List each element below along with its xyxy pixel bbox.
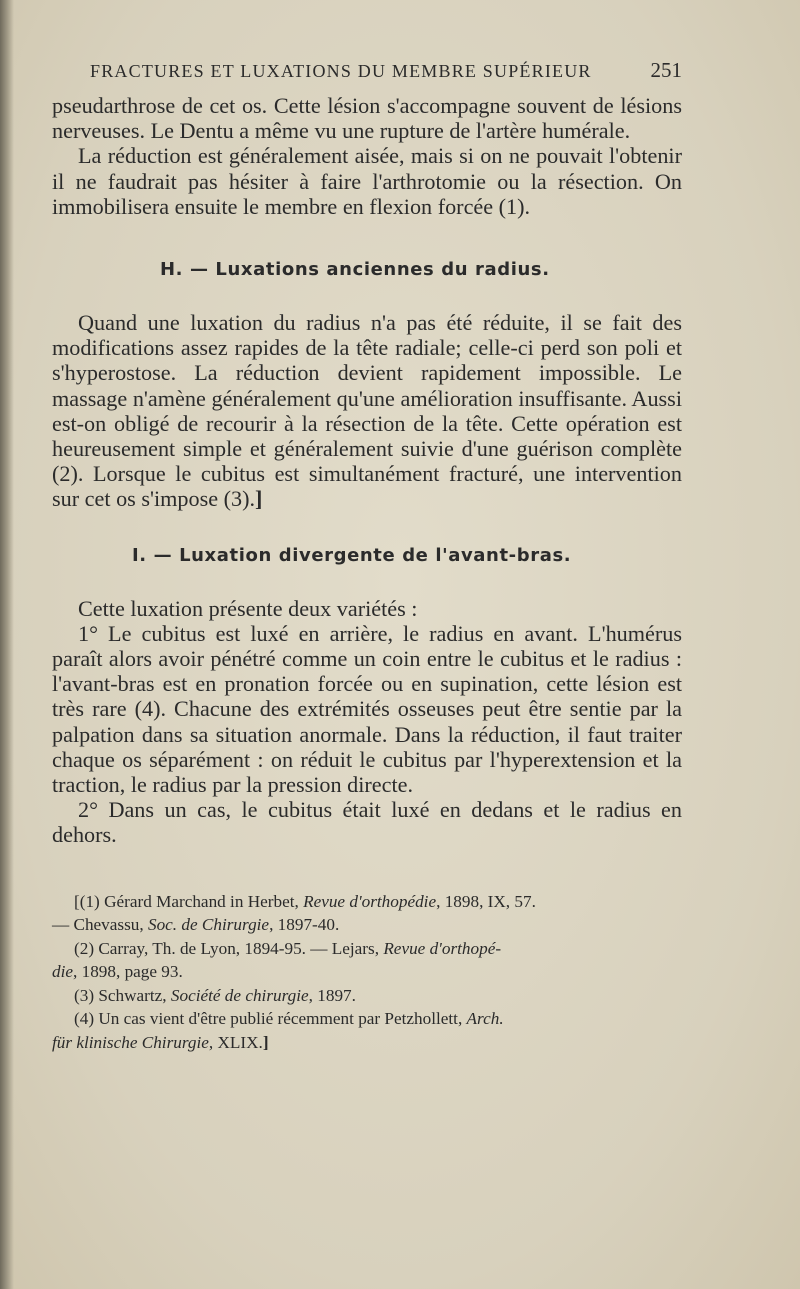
footnote-1b-text: — Chevassu, <box>52 915 148 935</box>
footnote-1-ref: , 1898, IX, 57. <box>436 891 536 911</box>
footnote-4-continued <box>52 1031 682 1055</box>
running-head <box>90 58 682 83</box>
running-head-title: FRACTURES ET LUXATIONS DU MEMBRE SUPÉRIEUR <box>90 61 592 81</box>
footnote-1b-journal: Soc. de Chirurgie <box>147 915 270 935</box>
footnote-2b-journal: die <box>52 962 73 982</box>
footnote-1-text: (1) Gérard Marchand in Herbet, <box>79 891 304 911</box>
footnote-4b-journal: für klinische Chirurgie <box>52 1032 209 1052</box>
page-number: 251 <box>650 58 682 82</box>
footnote-2 <box>52 937 682 961</box>
footnote-3-ref: , 1897. <box>308 985 356 1005</box>
footnote-4-text: (4) Un cas vient d'être publié récemment par Petzhollett, <box>74 1009 467 1029</box>
footnote-1 <box>52 890 682 914</box>
footnote-2-text: (2) Carray, Th. de Lyon, 1894-95. — Lejars, <box>74 938 384 958</box>
footnote-1-bracket: [ <box>74 891 80 911</box>
footnote-1-journal: Revue d'orthopédie <box>303 891 437 911</box>
paragraph-6: 2° Dans un cas, le cubitus était luxé en dedans et le radius en dehors. <box>52 797 682 848</box>
paragraph-3 <box>52 310 682 512</box>
footnote-3 <box>52 984 682 1008</box>
footnote-1b-ref: , 1897-40. <box>269 915 340 935</box>
page-binding-shadow <box>0 0 14 1289</box>
footnote-2-continued <box>52 960 682 984</box>
footnote-4 <box>52 1007 682 1031</box>
section-heading-i: I. — Luxation divergente de l'avant-bras. <box>132 544 572 566</box>
paragraph-5: 1° Le cubitus est luxé en arrière, le radius en avant. L'humérus paraît alors avoir pénétré comme un coin entre le cubitus et le radius : l'avant-bras est en pronation forcée ou en supination, cette lésion est très rare (4). Chacune des extrémités osseuses peut être sentie par la palpation dans sa situation anormale. Dans la réduction, il faut traiter chaque os séparément : on réduit le cubitus par l'hyperextension et la traction, le radius par la pression directe. <box>52 620 682 798</box>
footnote-3-journal: Société de chirurgie <box>170 985 309 1005</box>
footnote-1-continued <box>52 913 682 937</box>
paragraph-3-text: Quand une luxation du radius n'a pas été réduite, il se fait des modifications assez rapides de la tête radiale; celle-ci perd son poli et s'hyperostose. La réduction devient rapidement impossible. Le massage n'amène généralement qu'une amélioration insuffisante. Aussi est-on obligé de recourir à la résection de la tête. Cette opération est heureusement simple et généralement suivie d'une guérison complète (2). Lorsque le cubitus est simultanément fracturé, une intervention sur cet os s'impose (3). <box>52 310 682 512</box>
paragraph-4: Cette luxation présente deux variétés : <box>78 595 418 621</box>
footnote-4-journal: Arch. <box>466 1009 504 1029</box>
footnote-2-journal: Revue d'orthopé- <box>383 938 502 958</box>
section-heading-h: H. — Luxations anciennes du radius. <box>160 259 550 281</box>
paragraph-2: La réduction est généralement aisée, mais si on ne pouvait l'obtenir il ne faudrait pas hésiter à faire l'arthrotomie ou la résection. On immobilisera ensuite le membre en flexion forcée (1). <box>52 143 682 219</box>
footnote-3-text: (3) Schwartz, <box>74 985 171 1005</box>
footnote-4-bracket: ] <box>262 1032 269 1052</box>
footnote-2b-ref: , 1898, page 93. <box>73 962 183 982</box>
page-content <box>52 58 682 1054</box>
paragraph-3-bracket: ] <box>255 486 263 512</box>
footnote-4b-ref: , XLIX. <box>208 1032 263 1052</box>
footnotes <box>52 890 682 1055</box>
paragraph-1: pseudarthrose de cet os. Cette lésion s'accompagne souvent de lésions nerveuses. Le Dentu a même vu une rupture de l'artère humérale. <box>52 93 682 144</box>
